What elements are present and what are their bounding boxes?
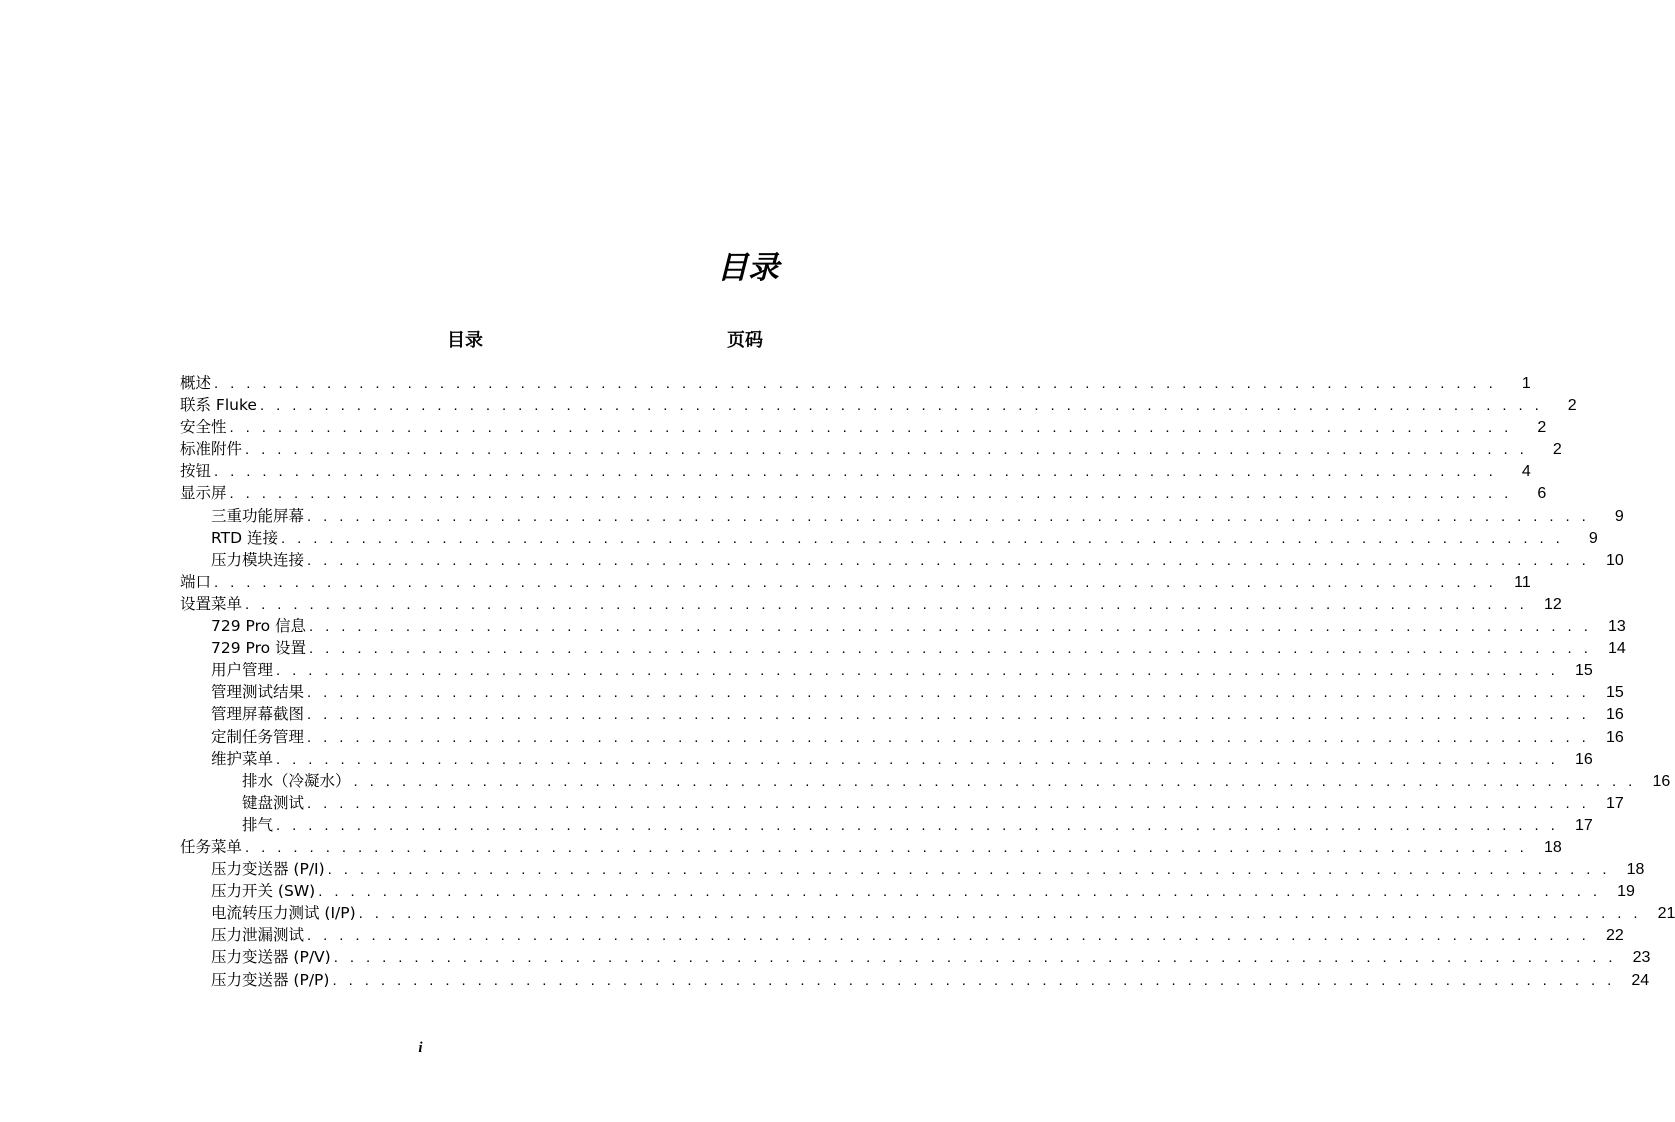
toc-entry-label: 标准附件 <box>180 440 243 459</box>
toc-entry-label: 729 Pro 设置 <box>211 639 307 658</box>
toc-entry[interactable] <box>180 637 1626 659</box>
toc-header-contents: 目录 <box>447 330 483 351</box>
toc-entry[interactable] <box>180 902 1675 924</box>
toc-dot-leader: . . . . . . . . . . . . . . . . . . . . . . . . . . . . . . . . . . . . . . . . . . . . . . . . . . . . . . . . . . . . . . . . . . . . . . . . . . . . . . . . <box>307 706 1590 724</box>
toc-dot-leader: . . . . . . . . . . . . . . . . . . . . . . . . . . . . . . . . . . . . . . . . . . . . . . . . . . . . . . . . . . . . . . . . . . . . . . . . . . . . . . . . <box>276 750 1559 768</box>
toc-entry-page: 17 <box>1574 816 1593 834</box>
toc-entry-label: 键盘测试 <box>242 793 305 812</box>
toc-entry-page: 19 <box>1617 883 1635 901</box>
toc-entry-label: 定制任务管理 <box>211 727 305 746</box>
page-title: 目录 <box>717 250 779 286</box>
toc-entry[interactable] <box>180 549 1624 571</box>
toc-entry[interactable] <box>180 482 1547 504</box>
toc-dot-leader: . . . . . . . . . . . . . . . . . . . . . . . . . . . . . . . . . . . . . . . . . . . . . . . . . . . . . . . . . . . . . . . . . . . . . . . . . . . . . . . . <box>229 485 1513 503</box>
toc-entry[interactable] <box>180 726 1624 748</box>
toc-dot-leader: . . . . . . . . . . . . . . . . . . . . . . . . . . . . . . . . . . . . . . . . . . . . . . . . . . . . . . . . . . . . . . . . . . . . . . . . . . . . . . . . <box>318 883 1601 901</box>
toc-dot-leader: . . . . . . . . . . . . . . . . . . . . . . . . . . . . . . . . . . . . . . . . . . . . . . . . . . . . . . . . . . . . . . . . . . . . . . . . . . . . . . . . <box>307 507 1590 525</box>
toc-entry-page: 16 <box>1605 728 1624 746</box>
toc-entry-page: 12 <box>1543 595 1562 613</box>
toc-entry-page: 17 <box>1605 794 1624 812</box>
toc-entry-label: 按钮 <box>180 462 212 481</box>
toc-entry[interactable] <box>180 460 1531 482</box>
toc-entry-page: 14 <box>1607 640 1626 658</box>
toc-dot-leader: . . . . . . . . . . . . . . . . . . . . . . . . . . . . . . . . . . . . . . . . . . . . . . . . . . . . . . . . . . . . . . . . . . . . . . . . . . . . . . . . <box>259 397 1543 415</box>
toc-entry-page: 13 <box>1607 618 1626 636</box>
toc-entry-page: 23 <box>1632 949 1651 967</box>
toc-entry-label: 排气 <box>242 815 274 834</box>
toc-entry[interactable] <box>180 659 1593 681</box>
toc-entry-page: 11 <box>1514 573 1531 591</box>
toc-entry-page: 18 <box>1543 838 1562 856</box>
toc-dot-leader: . . . . . . . . . . . . . . . . . . . . . . . . . . . . . . . . . . . . . . . . . . . . . . . . . . . . . . . . . . . . . . . . . . . . . . . . . . . . . . . . <box>307 927 1590 945</box>
toc-dot-leader: . . . . . . . . . . . . . . . . . . . . . . . . . . . . . . . . . . . . . . . . . . . . . . . . . . . . . . . . . . . . . . . . . . . . . . . . . . . . . . . . <box>214 463 1497 481</box>
toc-entry-label: 压力开关 (SW) <box>211 882 316 901</box>
toc-dot-leader: . . . . . . . . . . . . . . . . . . . . . . . . . . . . . . . . . . . . . . . . . . . . . . . . . . . . . . . . . . . . . . . . . . . . . . . . . . . . . . . . <box>276 662 1559 680</box>
toc-entry[interactable] <box>180 416 1547 438</box>
toc-entry-page: 16 <box>1652 772 1671 790</box>
toc-entry-label: 压力变送器 (P/V) <box>211 948 331 967</box>
toc-entry-page: 6 <box>1537 485 1547 503</box>
toc-dot-leader: . . . . . . . . . . . . . . . . . . . . . . . . . . . . . . . . . . . . . . . . . . . . . . . . . . . . . . . . . . . . . . . . . . . . . . . . . . . . . . . . <box>229 419 1513 437</box>
toc-dot-leader: . . . . . . . . . . . . . . . . . . . . . . . . . . . . . . . . . . . . . . . . . . . . . . . . . . . . . . . . . . . . . . . . . . . . . . . . . . . . . . . . <box>245 441 1528 459</box>
toc-entry[interactable] <box>180 527 1598 549</box>
toc-entry[interactable] <box>180 836 1562 858</box>
toc-dot-leader: . . . . . . . . . . . . . . . . . . . . . . . . . . . . . . . . . . . . . . . . . . . . . . . . . . . . . . . . . . . . . . . . . . . . . . . . . . . . . . . . <box>309 640 1592 658</box>
toc-entry-label: 安全性 <box>180 418 227 437</box>
toc-entry-label: 压力变送器 (P/I) <box>211 860 325 879</box>
toc-entry-page: 10 <box>1605 551 1624 569</box>
toc-entry[interactable] <box>180 615 1626 637</box>
toc-entry[interactable] <box>180 880 1635 902</box>
toc-entry-page: 24 <box>1631 971 1650 989</box>
toc-entry[interactable] <box>180 946 1651 968</box>
toc-dot-leader: . . . . . . . . . . . . . . . . . . . . . . . . . . . . . . . . . . . . . . . . . . . . . . . . . . . . . . . . . . . . . . . . . . . . . . . . . . . . . . . . <box>214 375 1497 392</box>
toc-entry-page: 9 <box>1614 507 1624 525</box>
toc-entry-page: 9 <box>1588 529 1598 547</box>
toc-entry-page: 2 <box>1567 397 1577 415</box>
toc-entry[interactable] <box>180 858 1645 880</box>
toc-entry-page: 16 <box>1574 750 1593 768</box>
toc-entry-label: 压力模块连接 <box>211 550 305 569</box>
toc-entry[interactable] <box>180 748 1593 770</box>
toc-entry-page: 16 <box>1605 706 1624 724</box>
toc-dot-leader: . . . . . . . . . . . . . . . . . . . . . . . . . . . . . . . . . . . . . . . . . . . . . . . . . . . . . . . . . . . . . . . . . . . . . . . . . . . . . . . . <box>307 728 1590 746</box>
toc-entry[interactable] <box>180 814 1593 836</box>
toc-entry[interactable] <box>180 924 1624 946</box>
toc-dot-leader: . . . . . . . . . . . . . . . . . . . . . . . . . . . . . . . . . . . . . . . . . . . . . . . . . . . . . . . . . . . . . . . . . . . . . . . . . . . . . . . . <box>245 595 1528 613</box>
toc-entry-label: 729 Pro 信息 <box>211 617 307 636</box>
toc-header <box>0 326 841 350</box>
toc-entry[interactable] <box>180 703 1624 725</box>
toc-entry-label: 管理屏幕截图 <box>211 705 305 724</box>
toc-entry-label: 设置菜单 <box>180 594 243 613</box>
toc-entry[interactable] <box>180 770 1671 792</box>
toc-entry-page: 15 <box>1605 684 1624 702</box>
toc-entry[interactable] <box>180 593 1562 615</box>
toc-entry-label: 用户管理 <box>211 661 274 680</box>
toc-dot-leader: . . . . . . . . . . . . . . . . . . . . . . . . . . . . . . . . . . . . . . . . . . . . . . . . . . . . . . . . . . . . . . . . . . . . . . . . . . . . . . . . <box>327 861 1611 879</box>
toc-entry-label: 联系 Fluke <box>180 396 257 415</box>
toc-dot-leader: . . . . . . . . . . . . . . . . . . . . . . . . . . . . . . . . . . . . . . . . . . . . . . . . . . . . . . . . . . . . . . . . . . . . . . . . . . . . . . . . <box>309 618 1592 636</box>
toc-entry-page: 18 <box>1626 861 1645 879</box>
toc-entry-label: 三重功能屏幕 <box>211 506 305 525</box>
toc-dot-leader: . . . . . . . . . . . . . . . . . . . . . . . . . . . . . . . . . . . . . . . . . . . . . . . . . . . . . . . . . . . . . . . . . . . . . . . . . . . . . . . . <box>307 551 1590 569</box>
toc-entry-page: 1 <box>1521 375 1531 392</box>
toc-entry-label: RTD 连接 <box>211 528 278 547</box>
toc-entry[interactable] <box>180 969 1650 991</box>
toc-dot-leader: . . . . . . . . . . . . . . . . . . . . . . . . . . . . . . . . . . . . . . . . . . . . . . . . . . . . . . . . . . . . . . . . . . . . . . . . . . . . . . . . <box>245 838 1528 856</box>
toc-dot-leader: . . . . . . . . . . . . . . . . . . . . . . . . . . . . . . . . . . . . . . . . . . . . . . . . . . . . . . . . . . . . . . . . . . . . . . . . . . . . . . . . <box>358 905 1642 923</box>
toc-entry[interactable] <box>180 681 1624 703</box>
toc-entry-label: 压力泄漏测试 <box>211 926 305 945</box>
toc-dot-leader: . . . . . . . . . . . . . . . . . . . . . . . . . . . . . . . . . . . . . . . . . . . . . . . . . . . . . . . . . . . . . . . . . . . . . . . . . . . . . . . . <box>280 529 1564 547</box>
toc-entry-label: 端口 <box>180 572 212 591</box>
toc-entry-page: 22 <box>1605 927 1624 945</box>
table-of-contents <box>180 372 1675 991</box>
toc-entry-label: 概述 <box>180 374 212 392</box>
toc-dot-leader: . . . . . . . . . . . . . . . . . . . . . . . . . . . . . . . . . . . . . . . . . . . . . . . . . . . . . . . . . . . . . . . . . . . . . . . . . . . . . . . . <box>332 971 1616 989</box>
toc-entry[interactable] <box>180 792 1624 814</box>
toc-header-page: 页码 <box>727 330 763 351</box>
toc-dot-leader: . . . . . . . . . . . . . . . . . . . . . . . . . . . . . . . . . . . . . . . . . . . . . . . . . . . . . . . . . . . . . . . . . . . . . . . . . . . . . . . . <box>333 949 1617 967</box>
toc-entry-page: 2 <box>1552 441 1562 459</box>
toc-entry-page: 2 <box>1537 419 1547 437</box>
toc-dot-leader: . . . . . . . . . . . . . . . . . . . . . . . . . . . . . . . . . . . . . . . . . . . . . . . . . . . . . . . . . . . . . . . . . . . . . . . . . . . . . . . . <box>353 772 1637 790</box>
toc-entry[interactable] <box>180 438 1562 460</box>
toc-entry-label: 压力变送器 (P/P) <box>211 970 330 989</box>
page-number-footer: i <box>418 1040 423 1056</box>
toc-entry-label: 维护菜单 <box>211 749 274 768</box>
toc-entry-page: 21 <box>1657 905 1675 923</box>
toc-entry[interactable] <box>180 394 1577 416</box>
toc-entry-label: 显示屏 <box>180 484 227 503</box>
toc-entry[interactable] <box>180 372 1531 394</box>
toc-entry-label: 排水（冷凝水） <box>242 771 351 790</box>
toc-entry-page: 4 <box>1521 463 1531 481</box>
toc-entry[interactable] <box>180 571 1531 593</box>
toc-entry-page: 15 <box>1574 662 1593 680</box>
toc-entry-label: 任务菜单 <box>180 837 243 856</box>
toc-dot-leader: . . . . . . . . . . . . . . . . . . . . . . . . . . . . . . . . . . . . . . . . . . . . . . . . . . . . . . . . . . . . . . . . . . . . . . . . . . . . . . . . <box>276 816 1559 834</box>
toc-dot-leader: . . . . . . . . . . . . . . . . . . . . . . . . . . . . . . . . . . . . . . . . . . . . . . . . . . . . . . . . . . . . . . . . . . . . . . . . . . . . . . . . <box>307 684 1590 702</box>
toc-entry-label: 电流转压力测试 (I/P) <box>211 904 356 923</box>
toc-dot-leader: . . . . . . . . . . . . . . . . . . . . . . . . . . . . . . . . . . . . . . . . . . . . . . . . . . . . . . . . . . . . . . . . . . . . . . . . . . . . . . . . <box>307 794 1590 812</box>
toc-entry-label: 管理测试结果 <box>211 683 305 702</box>
toc-entry[interactable] <box>180 505 1624 527</box>
toc-dot-leader: . . . . . . . . . . . . . . . . . . . . . . . . . . . . . . . . . . . . . . . . . . . . . . . . . . . . . . . . . . . . . . . . . . . . . . . . . . . . . . . . <box>214 573 1497 591</box>
